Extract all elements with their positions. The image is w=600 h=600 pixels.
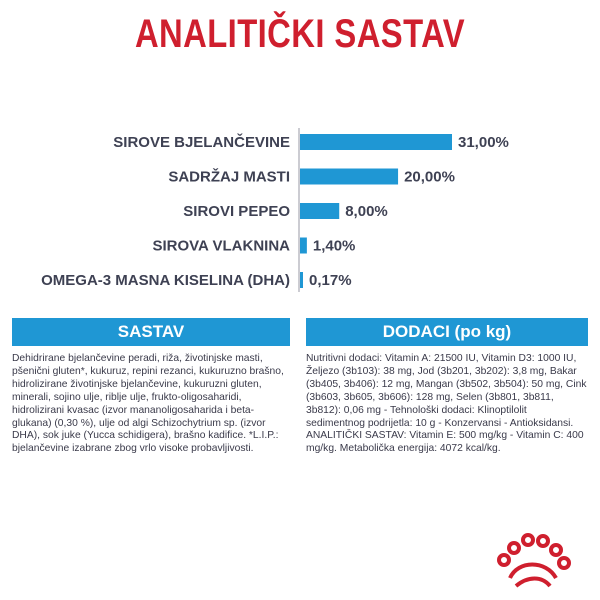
value-label: 0,17% [309, 272, 352, 289]
bar-4 [300, 272, 303, 288]
composition-heading: SASTAV [12, 318, 290, 346]
value-label: 1,40% [312, 237, 356, 255]
bar-1 [300, 169, 398, 185]
category-label: SIROVA VLAKNINA [152, 237, 290, 255]
category-label: OMEGA-3 MASNA KISELINA (DHA) [41, 272, 290, 289]
value-label: 8,00% [345, 203, 388, 220]
category-label: SADRŽAJ MASTI [168, 168, 290, 186]
value-label: 20,00% [404, 168, 455, 186]
category-label: SIROVE BJELANČEVINE [113, 134, 290, 151]
additives-panel [306, 318, 588, 456]
category-label: SIROVI PEPEO [183, 203, 290, 220]
value-label: 31,00% [458, 134, 509, 151]
composition-text: Dehidrirane bjelančevine peradi, riža, životinjske masti, pšenični gluten*, kukuruz, repini rezanci, kukuruzno brašno, hidrolizirane životinjske bjelančevine, kukuruzni gluten, minerali, sojino ulje, riblje ulje, frukto-oligosaharidi, hidrolizirani kvasac (izvor mananoligosaharida i beta-glukana) (0,30 %), ulje od algi Schizochytrium sp. (izvor DHA), sok juke (Yucca schidigera), brašno kadifice. *L.I.P.: bjelančevine izabrane zbog vrlo visoke probavljivosti. [12, 353, 284, 455]
bar-0 [300, 134, 452, 150]
additives-heading: DODACI (po kg) [306, 318, 588, 346]
royal-canin-crown-icon [492, 524, 572, 590]
composition-panel [12, 318, 290, 456]
bar-2 [300, 203, 339, 219]
page-title: ANALITIČKI SASTAV [134, 12, 466, 56]
additives-text: Nutritivni dodaci: Vitamin A: 21500 IU, Vitamin D3: 1000 IU, Željezo (3b103): 38 mg, Jod (3b201, 3b202): 3,8 mg, Bakar (3b405, 3b406): 12 mg, Mangan (3b502, 3b504): 50 mg, Cink (3b603, 3b605, 3b606): 128 mg, Selen (3b801, 3b811, 3b812): 0,06 mg - Tehnološki dodaci: Klinoptilolit sedimentnog podrijetla: 10 g - Konzervansi - Antioksidansi. ANALITIČKI SASTAV: Vitamin E: 500 mg/kg - Vitamin C: 400 mg/kg. Metabolička energija: 4072 kcal/kg. [306, 353, 587, 455]
bar-3 [300, 238, 307, 254]
